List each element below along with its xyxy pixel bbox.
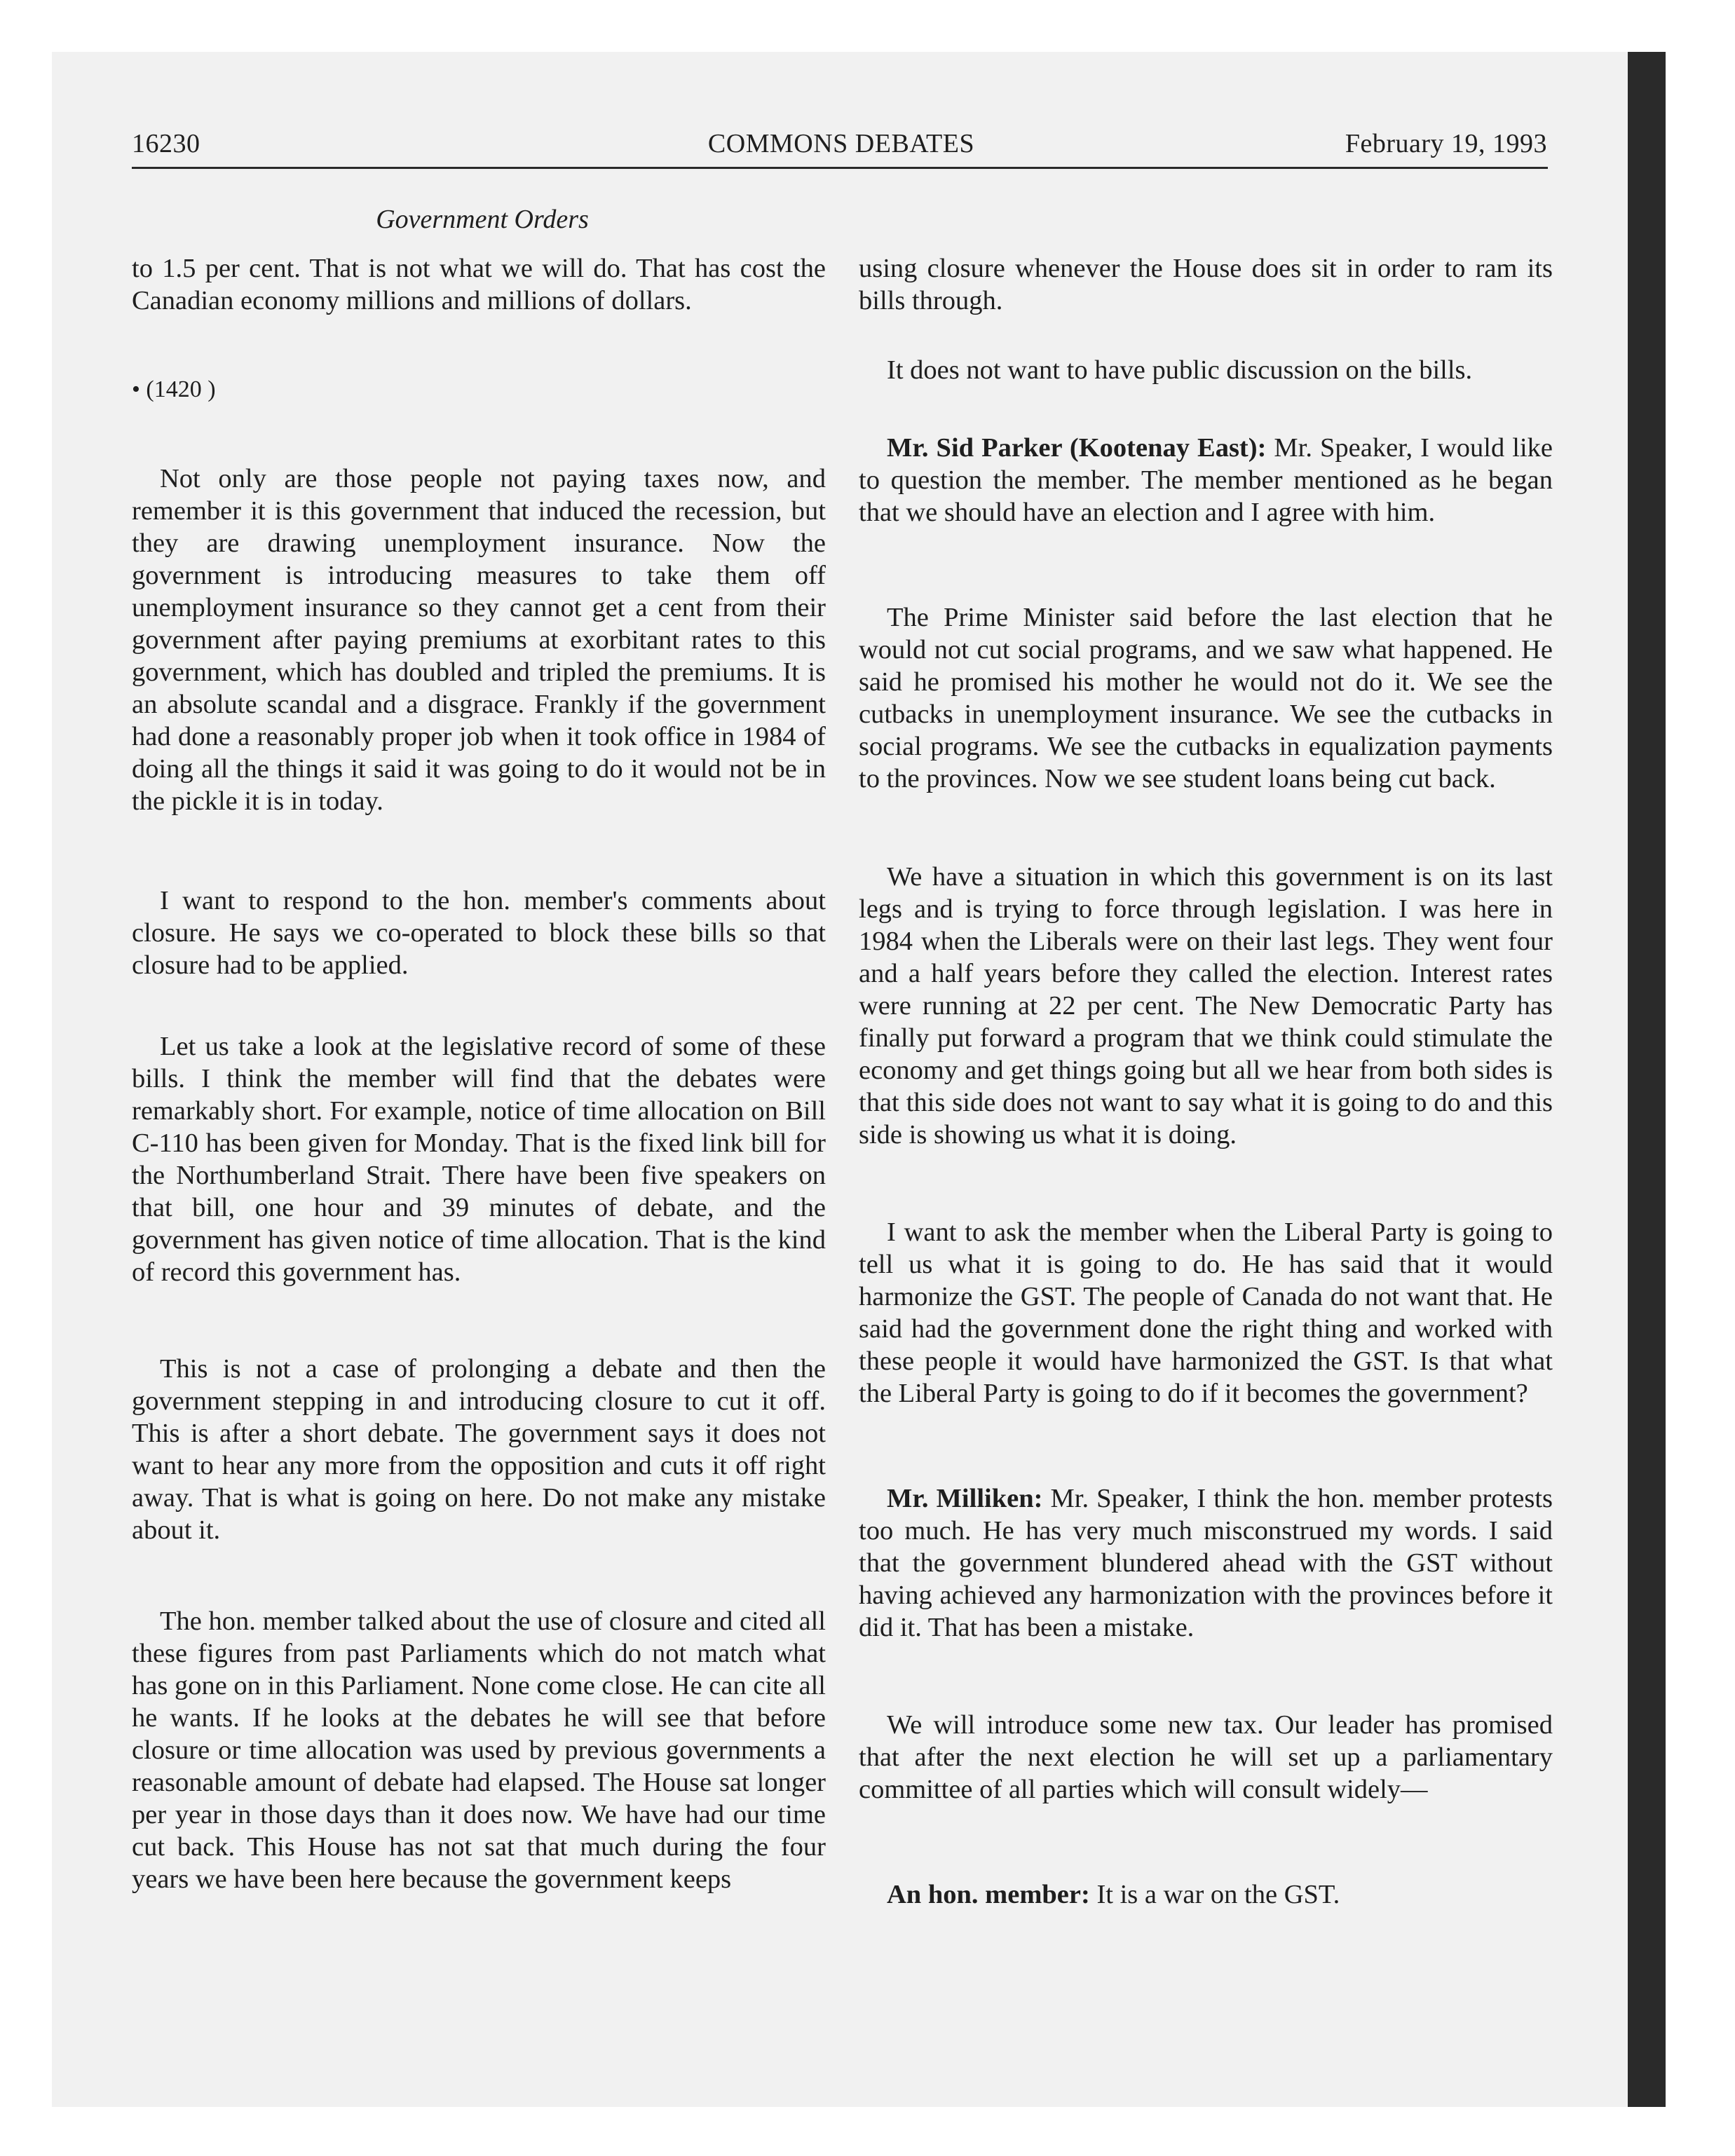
speech-paragraph (859, 432, 1553, 528)
paragraph: The Prime Minister said before the last election that he would not cut social programs, and we saw what happened. He said he promised his mother he would not do it. We see the cutbacks in unemployment insurance. We see the cutbacks in social programs. We see the cutbacks in equalization payments to the provinces. Now we see student loans being cut back. (859, 603, 1553, 793)
paragraph: This is not a case of prolonging a debate and then the government stepping in and introducing closure to cut it off. This is after a short debate. The government says it does not want to hear any more from the opposition and cuts it off right away. That is what is going on here. Do not make any mistake about it. (132, 1354, 826, 1545)
time-marker: • (1420 ) (132, 376, 216, 402)
paragraph: Not only are those people not paying taxes now, and remember it is this government that induced the recession, but they are drawing unemployment insurance. Now the government is introducing measures to take them off unemployment insurance so they cannot get a cent from their government after paying premiums at exorbitant rates to this government, which has doubled and tripled the premiums. It is an absolute scandal and a disgrace. Frankly if the government had done a reasonably proper job when it took office in 1984 of doing all the things it said it was going to do it would not be in the pickle it is in today. (132, 464, 826, 816)
publication-title: COMMONS DEBATES (707, 129, 975, 158)
speaker-name: Mr. Milliken: (887, 1484, 1043, 1513)
header-rule (132, 167, 1548, 169)
paragraph: I want to ask the member when the Liberal Party is going to tell us what it is going to do. He has said that it would harmonize the GST. The people of Canada do not want that. He said had the government done the right thing and worked with these people it would have harmonized the GST. Is that what the Liberal Party is going to do if it becomes the government? (859, 1217, 1553, 1408)
speech-text: It is a war on the GST. (1089, 1880, 1340, 1909)
scan-shadow-edge (1628, 52, 1666, 2107)
page-number: 16230 (132, 129, 200, 158)
paragraph: to 1.5 per cent. That is not what we will do. That has cost the Canadian economy millions and millions of dollars. (132, 254, 826, 315)
issue-date: February 19, 1993 (1345, 129, 1547, 158)
paragraph: We have a situation in which this government is on its last legs and is trying to force through legislation. I was here in 1984 when the Liberals were on their last legs. They went four and a half years before they called the election. Interest rates were running at 22 per cent. The New Democratic Party has finally put forward a program that we think could stimulate the economy and get things going but all we hear from both sides is that this side does not want to say what it is going to do and this side is showing us what it is doing. (859, 862, 1553, 1149)
speech-text: Mr. Speaker, I think the hon. member protests too much. He has very much misconstrued my words. I said that the government blundered ahead with the GST without having achieved any harmonization with the provinces before it did it. That has been a mistake. (859, 1484, 1553, 1642)
speaker-name: An hon. member: (887, 1880, 1090, 1909)
speech-text: Mr. Speaker, I would like to question the member. The member mentioned as he began that we should have an election and I agree with him. (859, 433, 1553, 527)
speech-paragraph (859, 1482, 1553, 1644)
paragraph: We will introduce some new tax. Our leader has promised that after the next election he will set up a parliamentary committee of all parties which will consult widely— (859, 1710, 1553, 1804)
paragraph: It does not want to have public discussion on the bills. (887, 355, 1473, 385)
speech-paragraph (859, 1878, 1553, 1911)
paragraph: I want to respond to the hon. member's comments about closure. He says we co-operated to block these bills so that closure had to be applied. (132, 886, 826, 980)
speaker-name: Mr. Sid Parker (Kootenay East): (887, 433, 1267, 463)
section-heading: Government Orders (376, 205, 589, 234)
paragraph: using closure whenever the House does sit in order to ram its bills through. (859, 254, 1553, 315)
paragraph: The hon. member talked about the use of closure and cited all these figures from past Parliaments which do not match what has gone on in this Parliament. None come close. He can cite all he wants. If he looks at the debates he will see that before closure or time allocation was used by previous governments a reasonable amount of debate had elapsed. The House sat longer per year in those days than it does now. We have had our time cut back. This House has not sat that much during the four years we have been here because the government keeps (132, 1606, 826, 1894)
paragraph: Let us take a look at the legislative record of some of these bills. I think the member will find that the debates were remarkably short. For example, notice of time allocation on Bill C-110 has been given for Monday. That is the fixed link bill for the Northumberland Strait. There have been five speakers on that bill, one hour and 39 minutes of debate, and the government has given notice of time allocation. That is the kind of record this government has. (132, 1032, 826, 1287)
